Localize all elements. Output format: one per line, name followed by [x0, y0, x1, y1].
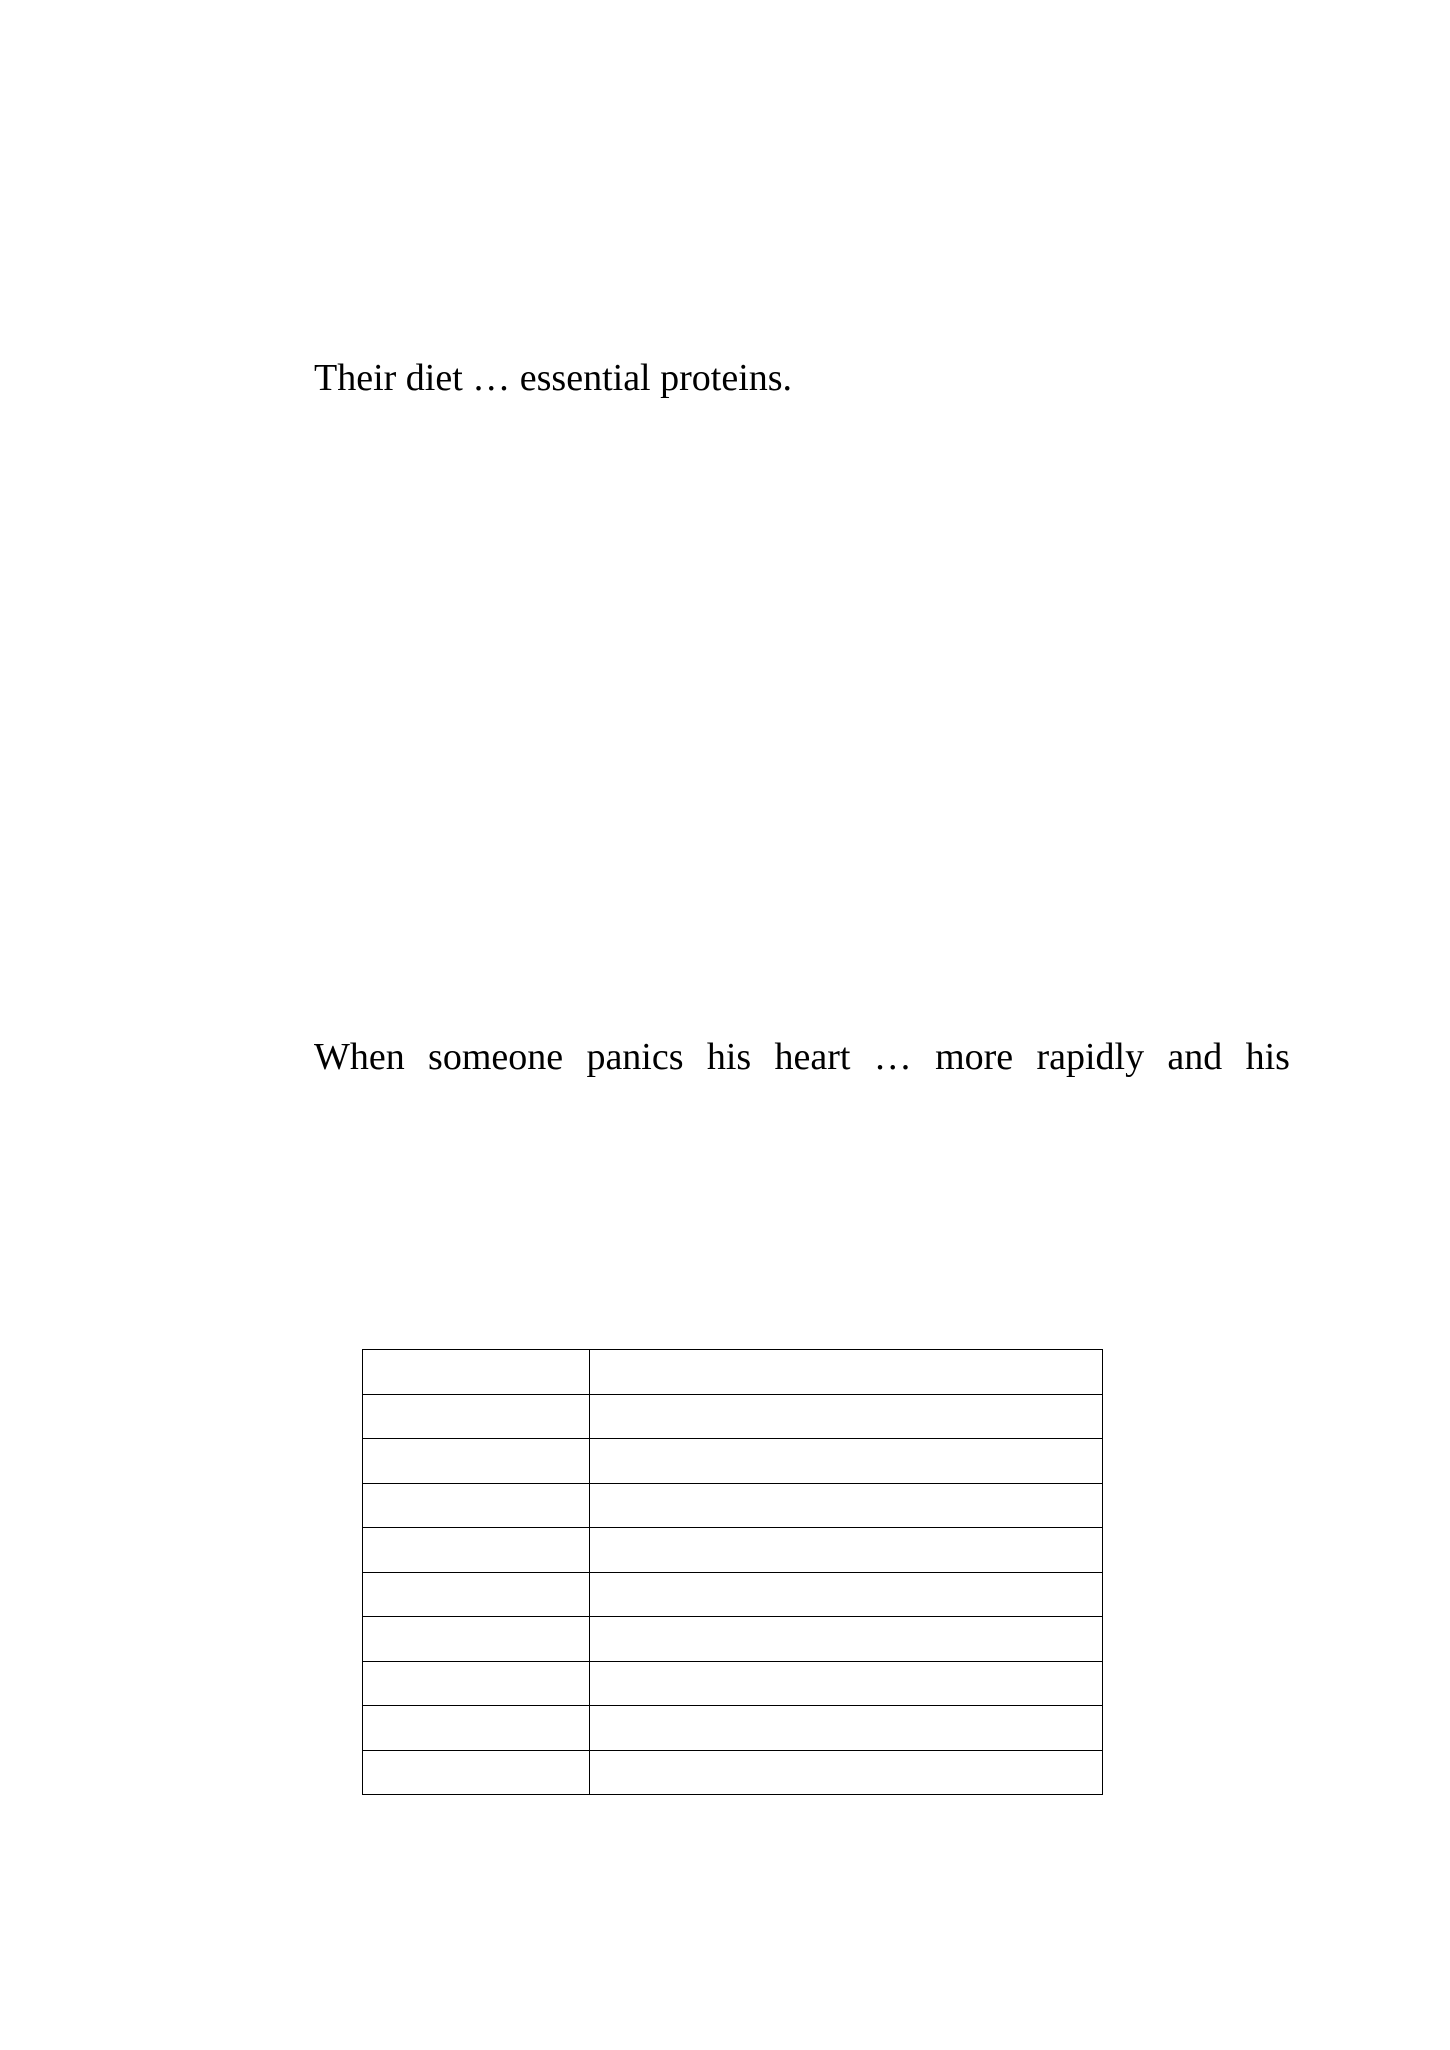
table-row	[363, 1483, 1103, 1528]
word: and	[1167, 1036, 1223, 1078]
sentence-panic	[314, 1034, 1290, 1080]
table-cell	[363, 1439, 590, 1484]
table-cell	[363, 1750, 590, 1795]
table-cell	[590, 1528, 1103, 1573]
table-row	[363, 1617, 1103, 1662]
word: heart	[774, 1036, 851, 1078]
word: panics	[586, 1036, 684, 1078]
word: someone	[428, 1036, 564, 1078]
table-cell	[363, 1661, 590, 1706]
table-cell	[590, 1750, 1103, 1795]
table-cell	[590, 1617, 1103, 1662]
table-row	[363, 1350, 1103, 1395]
table-cell	[363, 1350, 590, 1395]
table-cell	[590, 1350, 1103, 1395]
table-cell	[363, 1483, 590, 1528]
table-row	[363, 1706, 1103, 1751]
table-row	[363, 1750, 1103, 1795]
table-row	[363, 1439, 1103, 1484]
table-row	[363, 1394, 1103, 1439]
word: …	[873, 1036, 912, 1078]
word: his	[706, 1036, 752, 1078]
table-cell	[590, 1706, 1103, 1751]
word: his	[1245, 1036, 1290, 1078]
table-cell	[590, 1439, 1103, 1484]
word: more	[935, 1036, 1014, 1078]
table-cell	[590, 1661, 1103, 1706]
table-cell	[590, 1483, 1103, 1528]
word: rapidly	[1036, 1036, 1145, 1078]
table-row	[363, 1572, 1103, 1617]
table-cell	[590, 1394, 1103, 1439]
table-cell	[363, 1572, 590, 1617]
table-row	[363, 1528, 1103, 1573]
word: When	[314, 1036, 405, 1078]
table-row	[363, 1661, 1103, 1706]
table-cell	[363, 1528, 590, 1573]
blank-table	[362, 1349, 1103, 1795]
sentence-diet: Their diet … essential proteins.	[314, 357, 793, 399]
table-cell	[363, 1394, 590, 1439]
table-cell	[363, 1706, 590, 1751]
table-cell	[363, 1617, 590, 1662]
table-cell	[590, 1572, 1103, 1617]
